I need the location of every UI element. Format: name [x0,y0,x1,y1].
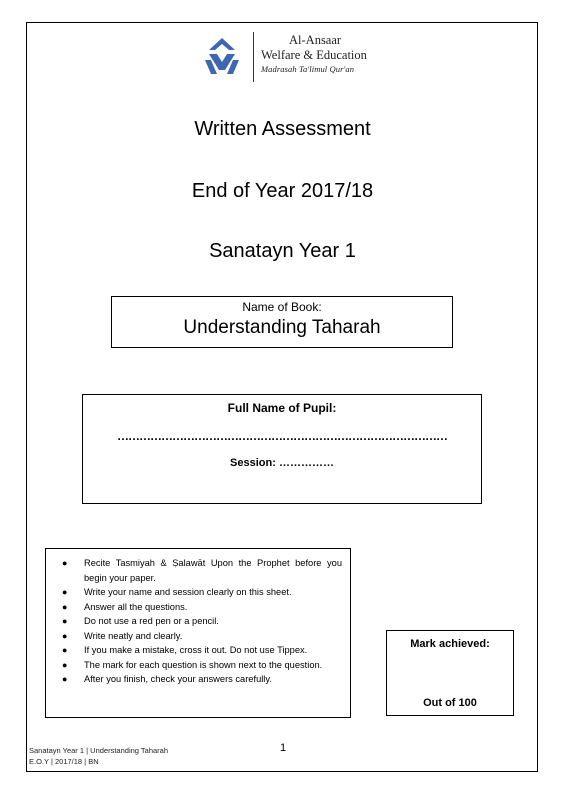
mark-achieved-box [386,630,514,716]
footer-info [29,745,168,767]
org-name-line1: Al-Ansaar [289,33,342,47]
pupil-name-box [82,394,482,504]
pupil-name-label: Full Name of Pupil: [227,401,337,415]
mark-achieved-label: Mark achieved: [410,638,490,650]
mark-out-of: Out of 100 [423,697,477,709]
instruction-item: ● Recite Tasmiyah & Ṣalawāt Upon the Prophet before you begin your paper. [62,558,342,583]
bullet-icon: ● [62,674,68,684]
class-title: Sanatayn Year 1 [209,240,356,262]
instruction-item: ● If you make a mistake, cross it out. Do not use Tippex. [46,643,342,658]
period-title: End of Year 2017/18 [191,180,374,202]
bullet-icon: ● [62,645,68,655]
footer-line2: E.O.Y | 2017/18 | BN [29,757,99,766]
org-logo [203,32,378,84]
org-name [261,33,381,76]
book-name: Understanding Taharah [183,317,381,338]
instructions-list [46,556,342,687]
instruction-item: ● Do not use a red pen or a pencil. [46,614,342,629]
bullet-icon: ● [62,558,68,568]
instruction-item: ● Answer all the questions. [46,600,342,615]
footer-line1: Sanatayn Year 1 | Understanding Taharah [29,746,168,755]
bullet-icon: ● [62,616,68,626]
bullet-icon: ● [62,659,68,670]
instructions-box [45,548,351,718]
org-name-line3: Madrasah Ta'limul Qur'an [261,64,355,74]
org-name-line2: Welfare & Education [261,48,367,62]
page-number: 1 [280,742,287,754]
instruction-item: ● The mark for each question is shown next to the question. [46,658,342,673]
instruction-item: ● Write your name and session clearly on this sheet. [46,585,342,600]
instruction-item: ● Write neatly and clearly. [46,629,342,644]
assessment-title: Written Assessment [194,118,371,140]
al-ansaar-logo-icon [203,36,241,76]
bullet-icon: ● [62,601,68,612]
book-name-box [111,296,453,348]
instruction-item: ● After you finish, check your answers carefully. [46,672,342,687]
book-label: Name of Book: [242,300,322,314]
session-field[interactable]: Session: …………… [230,457,334,469]
logo-divider [253,32,254,82]
bullet-icon: ● [62,630,68,641]
pupil-name-field[interactable]: ……………………………………………………………………………… [117,429,447,443]
bullet-icon: ● [62,587,68,597]
